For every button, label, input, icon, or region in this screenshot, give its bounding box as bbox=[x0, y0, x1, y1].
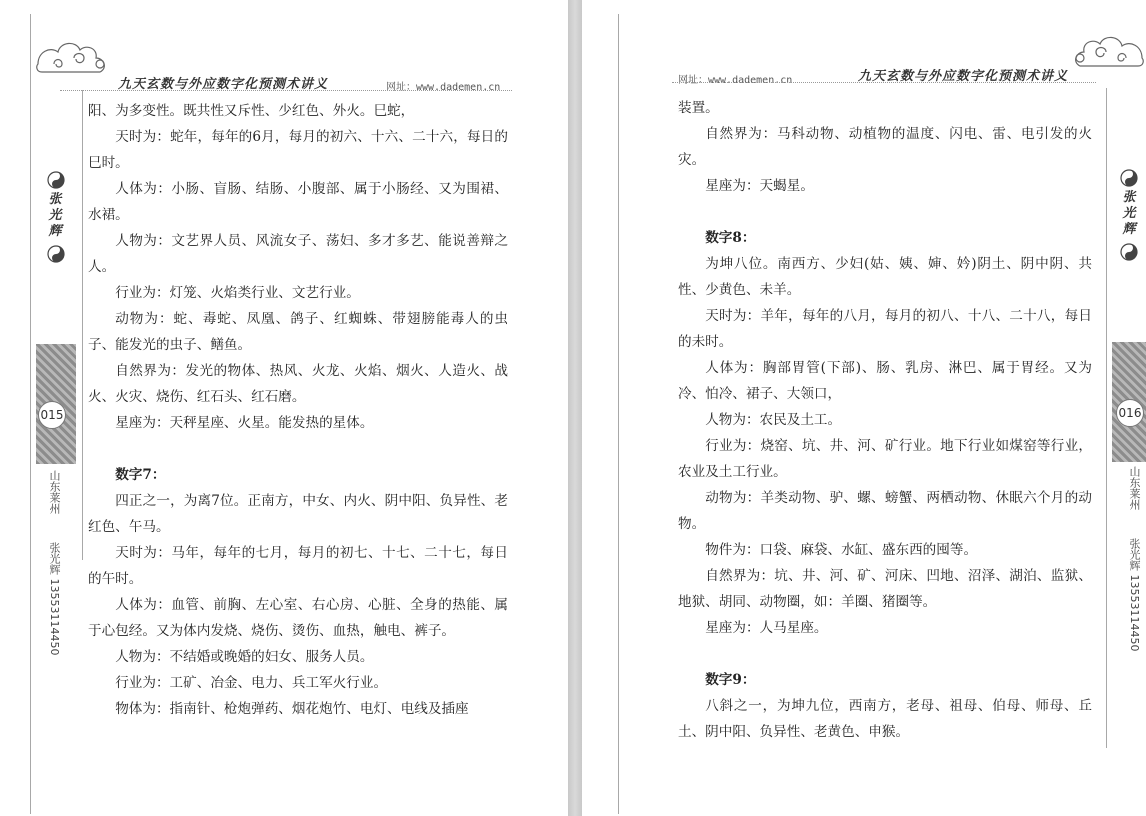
page-number: 015 bbox=[38, 401, 66, 429]
left-inner-rule bbox=[82, 90, 83, 560]
paragraph: 天时为：羊年，每年的八月，每月的初八、十八、二十八，每日的未时。 bbox=[678, 308, 1092, 350]
paragraph: 八斜之一，为坤九位，西南方，老母、祖母、伯母、师母、丘土、阴中阳、负异性、老黄色、申猴。 bbox=[678, 698, 1092, 740]
contact-text: 张光辉 13553114450 bbox=[1128, 538, 1141, 652]
paragraph: 人物为：不结婚或晚婚的妇女、服务人员。 bbox=[115, 649, 374, 665]
paragraph: 星座为：人马星座。 bbox=[705, 620, 828, 636]
page-gap bbox=[568, 0, 582, 816]
header-url: 网址：www.dademen.cn bbox=[678, 75, 793, 86]
yin-yang-icon bbox=[1119, 242, 1139, 262]
header-url: 网址：www.dademen.cn bbox=[386, 82, 501, 93]
right-body-text bbox=[678, 95, 1092, 745]
header-rule bbox=[672, 82, 1096, 83]
yin-yang-icon bbox=[46, 244, 66, 264]
paragraph: 人体为：血管、前胸、左心室、右心房、心脏、全身的热能、属于心包经。又为体内发烧、烧伤、烫伤、血热，触电、裤子。 bbox=[88, 597, 508, 639]
section-heading: 数字7： bbox=[115, 467, 166, 483]
yin-yang-icon bbox=[46, 170, 66, 190]
location-text: 山东莱州 bbox=[48, 470, 61, 514]
left-page bbox=[0, 0, 568, 816]
paragraph: 星座为：天秤星座、火星。能发热的星体。 bbox=[115, 415, 374, 431]
author-name: 张光辉 bbox=[48, 192, 62, 239]
paragraph: 天时为：蛇年，每年的6月，每月的初六、十六、二十六，每日的巳时。 bbox=[88, 129, 508, 171]
paragraph: 行业为：烧窑、坑、井、河、矿行业。地下行业如煤窑等行业，农业及土工行业。 bbox=[678, 438, 1092, 480]
left-body-text bbox=[88, 98, 508, 722]
paragraph: 行业为：工矿、冶金、电力、兵工军火行业。 bbox=[115, 675, 388, 691]
paragraph: 物体为：指南针、枪炮弹药、烟花炮竹、电灯、电线及插座 bbox=[115, 701, 469, 717]
location-text: 山东莱州 bbox=[1128, 466, 1141, 510]
header-title: 九天玄数与外应数字化预测术讲义 bbox=[118, 77, 329, 92]
author-name: 张光辉 bbox=[1122, 190, 1136, 237]
paragraph: 装置。 bbox=[678, 100, 719, 116]
right-inner-rule bbox=[1106, 88, 1107, 748]
section-heading: 数字8： bbox=[705, 230, 756, 246]
paragraph: 四正之一，为离7位。正南方，中女、内火、阴中阳、负异性、老红色、午马。 bbox=[88, 493, 508, 535]
paragraph: 星座为：天蝎星。 bbox=[705, 178, 814, 194]
header-title: 九天玄数与外应数字化预测术讲义 bbox=[858, 69, 1069, 84]
paragraph: 自然界为：马科动物、动植物的温度、闪电、雷、电引发的火灾。 bbox=[678, 126, 1092, 168]
paragraph: 为坤八位。南西方、少妇(姑、姨、婶、妗)阴土、阴中阴、共性、少黄色、未羊。 bbox=[678, 256, 1092, 298]
paragraph: 天时为：马年，每年的七月，每月的初七、十七、二十七，每日的午时。 bbox=[88, 545, 508, 587]
paragraph: 物件为：口袋、麻袋、水缸、盛东西的囤等。 bbox=[705, 542, 978, 558]
paragraph: 自然界为：坑、井、河、矿、河床、凹地、沼泽、湖泊、监狱、地狱、胡同、动物圈，如：羊圈、猪圈等。 bbox=[678, 568, 1092, 610]
header-rule bbox=[60, 90, 512, 91]
paragraph: 人体为：胸部胃管(下部)、肠、乳房、淋巴、属于胃经。又为冷、怕冷、裙子、大领口， bbox=[678, 360, 1092, 402]
page-number: 016 bbox=[1116, 399, 1144, 427]
left-margin-rule bbox=[30, 14, 31, 814]
paragraph: 人物为：文艺界人员、风流女子、荡妇、多才多艺、能说善辩之人。 bbox=[88, 233, 508, 275]
paragraph: 自然界为：发光的物体、热风、火龙、火焰、烟火、人造火、战火、火灾、烧伤、红石头、红石磨。 bbox=[88, 363, 508, 405]
yin-yang-icon bbox=[1119, 168, 1139, 188]
paragraph: 动物为：羊类动物、驴、螺、螃蟹、两栖动物、休眠六个月的动物。 bbox=[678, 490, 1092, 532]
contact-text: 张光辉 13553114450 bbox=[48, 542, 61, 656]
paragraph: 行业为：灯笼、火焰类行业、文艺行业。 bbox=[115, 285, 360, 301]
paragraph: 人体为：小肠、盲肠、结肠、小腹部、属于小肠经、又为围裙、水裙。 bbox=[88, 181, 508, 223]
paragraph: 动物为：蛇、毒蛇、凤凰、鸽子、红蜘蛛、带翅膀能毒人的虫子、能发光的虫子、鳝鱼。 bbox=[88, 311, 508, 353]
cloud-ornament-icon bbox=[1070, 28, 1146, 74]
paragraph: 人物为：农民及土工。 bbox=[705, 412, 842, 428]
section-heading: 数字9： bbox=[705, 672, 756, 688]
left-margin-rule bbox=[618, 14, 619, 814]
right-page bbox=[582, 0, 1146, 816]
cloud-ornament-icon bbox=[34, 34, 114, 80]
paragraph: 阳、为多变性。既共性又斥性、少红色、外火。巳蛇， bbox=[88, 103, 415, 119]
